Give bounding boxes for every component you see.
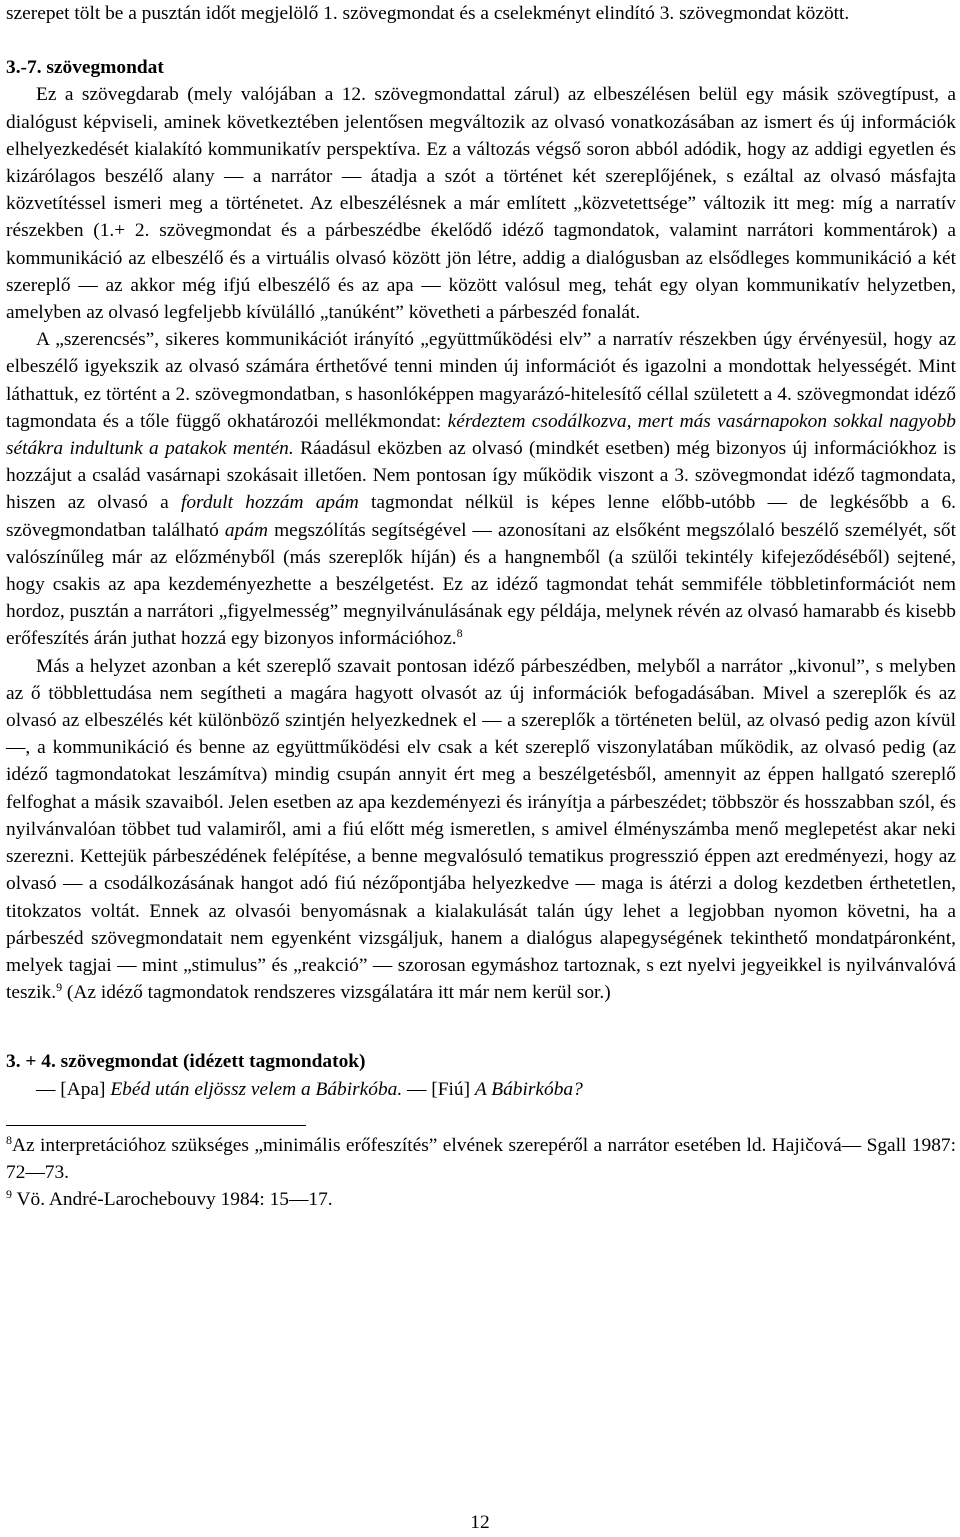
italic-quote: kérdeztem csodálkozva, mert más vasárnapokon sokkal nagyobb sétákra indultunk a patakok mentén. (6, 410, 956, 460)
footnote-separator (6, 1125, 306, 1126)
text-run: megszólítás segítségével — azonosítani az elsőként megszólaló beszélő személyét, sőt valószínűleg már az előzményből (más szereplők híján) és a hangnemből (a szülői tekintély kifejeződéséből) sejtené, hogy csakis az apa kezdeményezhette a beszélgetést. Ez az idéző tagmondat tehát semmiféle többletinformációt nem hordoz, pusztán a narrátori „figyelmesség” megnyilvánulásának egy példája, melynek révén az olvasó hamarabb és kisebb erőfeszítés árán juthat hozzá egy bizonyos információhoz. (6, 519, 956, 650)
page-number: 12 (470, 1512, 490, 1533)
footnote-number: 8 (6, 1132, 12, 1147)
section-heading-3-4: 3. + 4. szövegmondat (idézett tagmondatok) (6, 1051, 366, 1073)
paragraph-dialogue-intro: Ez a szövegdarab (mely valójában a 12. szövegmondattal zárul) az elbeszélésen belül egy másik szövegtípust, a dialógust képviseli, aminek következtében jelentősen megváltozik az olvasó vonatkozásában az ismert és új információk elhelyezkedését kialakító kommunikatív perspektíva. Ez a változás végső soron abból adódik, hogy az addigi egyetlen és kizárólagos beszélő alany — a narrátor — átadja a szót a történet két szereplőjének, s ezáltal az olvasó másfajta közvetítéssel ismeri meg a történetet. Az elbeszélésnek a már említett „közvetettsége” változik itt meg: míg a narratív részekben (1.+ 2. szövegmondat és a párbeszédbe ékelődő idéző tagmondatok, valamint narrátori kommentárok) a kommunikáció az elbeszélő és a virtuális olvasó között jön létre, addig a dialógusban az elsődleges kommunikáció a két szereplő — az akkor még ifjú elbeszélő és az apa — között valósul meg, tehát egy olyan kommunikatív helyzetben, amelyben az olvasó legfeljebb kívülálló „tanúként” követheti a párbeszéd fonalát. (6, 84, 956, 324)
spacer (6, 1006, 956, 1048)
footnote-9 (6, 1186, 956, 1213)
footnote-8 (6, 1132, 956, 1186)
text-run: (Az idéző tagmondatok rendszeres vizsgálatára itt már nem kerül sor.) (62, 982, 611, 1004)
footnote-text: Vö. André-Larochebouvy 1984: 15—17. (12, 1189, 333, 1211)
text-run: — [Apa] (36, 1078, 111, 1100)
text-run: — [Fiú] (402, 1078, 475, 1100)
footnote-text: Az interpretációhoz szükséges „minimális erőfeszítés” elvének szerepéről a narrátor esetében ld. Hajičová— Sgall 1987: 72—73. (6, 1134, 956, 1183)
italic-quote: Ebéd után eljössz velem a Bábirkóba. (110, 1078, 403, 1100)
intro-paragraph: szerepet tölt be a pusztán időt megjelölő 1. szövegmondat és a cselekményt elindító 3. szövegmondat között. (6, 3, 850, 24)
paragraph-cooperation-principle (6, 326, 956, 652)
footnote-number: 9 (6, 1187, 12, 1202)
paragraph-dialogue-situation (6, 653, 956, 1007)
quoted-dialogue-line (6, 1076, 956, 1103)
text-run: Ráadásul eközben az olvasó (mindkét esetben) még bizonyos új információkhoz is hozzájut a család vasárnapi szokásait illetően. Nem pontosan így működik viszont a 3. szövegmondat idéző tagmondata, hiszen az olvasó a (6, 438, 956, 514)
text-run: Más a helyzet azonban a két szereplő szavait pontosan idéző párbeszédben, melyből a narrátor „kivonul”, s melyben az ő többlettudása nem segítheti a magára hagyott olvasót az új információk befogadásában. Mivel a szereplők és az olvasó az elbeszélés két különböző szintjén helyezkednek el — a szereplők a történeten belül, az olvasó pedig azon kívül —, a kommunikáció és benne az együttműködési elv csak a két szereplő viszonylatában működik, az olvasó pedig (az idéző tagmondatokat leszámítva) mindig csupán annyit ért meg a beszélgetésből, amennyit az éppen hallgató szereplő felfoghat a másik szavaiból. Jelen esetben az apa kezdeményezi és irányítja a párbeszédet; többször és hosszabban szól, és nyilvánvalóan többet tud valamiről, ami a fiú előtt még ismeretlen, s amivel élményszámba menő meglepetést akar neki szerezni. Kettejük párbeszédének felépítése, a benne megvalósuló tematikus progresszió éppen azt eredményezi, hogy az olvasó — a csodálkozásának hangot adó fiú nézőpontjába helyezkedve — maga is átérzi a dolog kezdetben érthetetlen, titokzatos voltát. Ennek az olvasói benyomásnak a kialakulását talán úgy lehet a legjobban nyomon követni, ha a párbeszéd szövegmondatait nem egyenként vizsgáljuk, hanem a dialógus alapegységének tekinthető mondatpáronként, melyek tagjai — mint „stimulus” és „reakció” — szorosan egymáshoz tartoznak, s ezt nyelvi jegyeikkel is nyilvánvalóvá teszik. (6, 655, 956, 1004)
italic-quote: apám (224, 519, 268, 541)
section-heading-3-7: 3.-7. szövegmondat (6, 57, 164, 79)
italic-quote: fordult hozzám apám (180, 492, 359, 514)
text-run: A „szerencsés”, sikeres kommunikációt irányító „együttműködési elv” a narratív részekben úgy érvényesül, hogy az elbeszélő igyekszik az olvasó számára érthetővé tenni minden új információt és igazolni a mondottak helyességét. Mint láthattuk, ez történt a 2. szövegmondatban, s hasonlóképpen magyarázó-hitelesítő céllal született a 4. szövegmondat idéző tagmondata és a tőle függő okhatározói mellékmondat: (6, 329, 956, 432)
italic-quote: A Bábirkóba? (474, 1078, 583, 1100)
document-page (6, 0, 956, 1213)
text-run: tagmondat nélkül is képes lenne előbb-utóbb — de legkésőbb a 6. szövegmondatban található (6, 492, 956, 541)
footnote-ref-8[interactable]: 8 (456, 626, 463, 641)
footnote-ref-9[interactable]: 9 (56, 980, 63, 995)
